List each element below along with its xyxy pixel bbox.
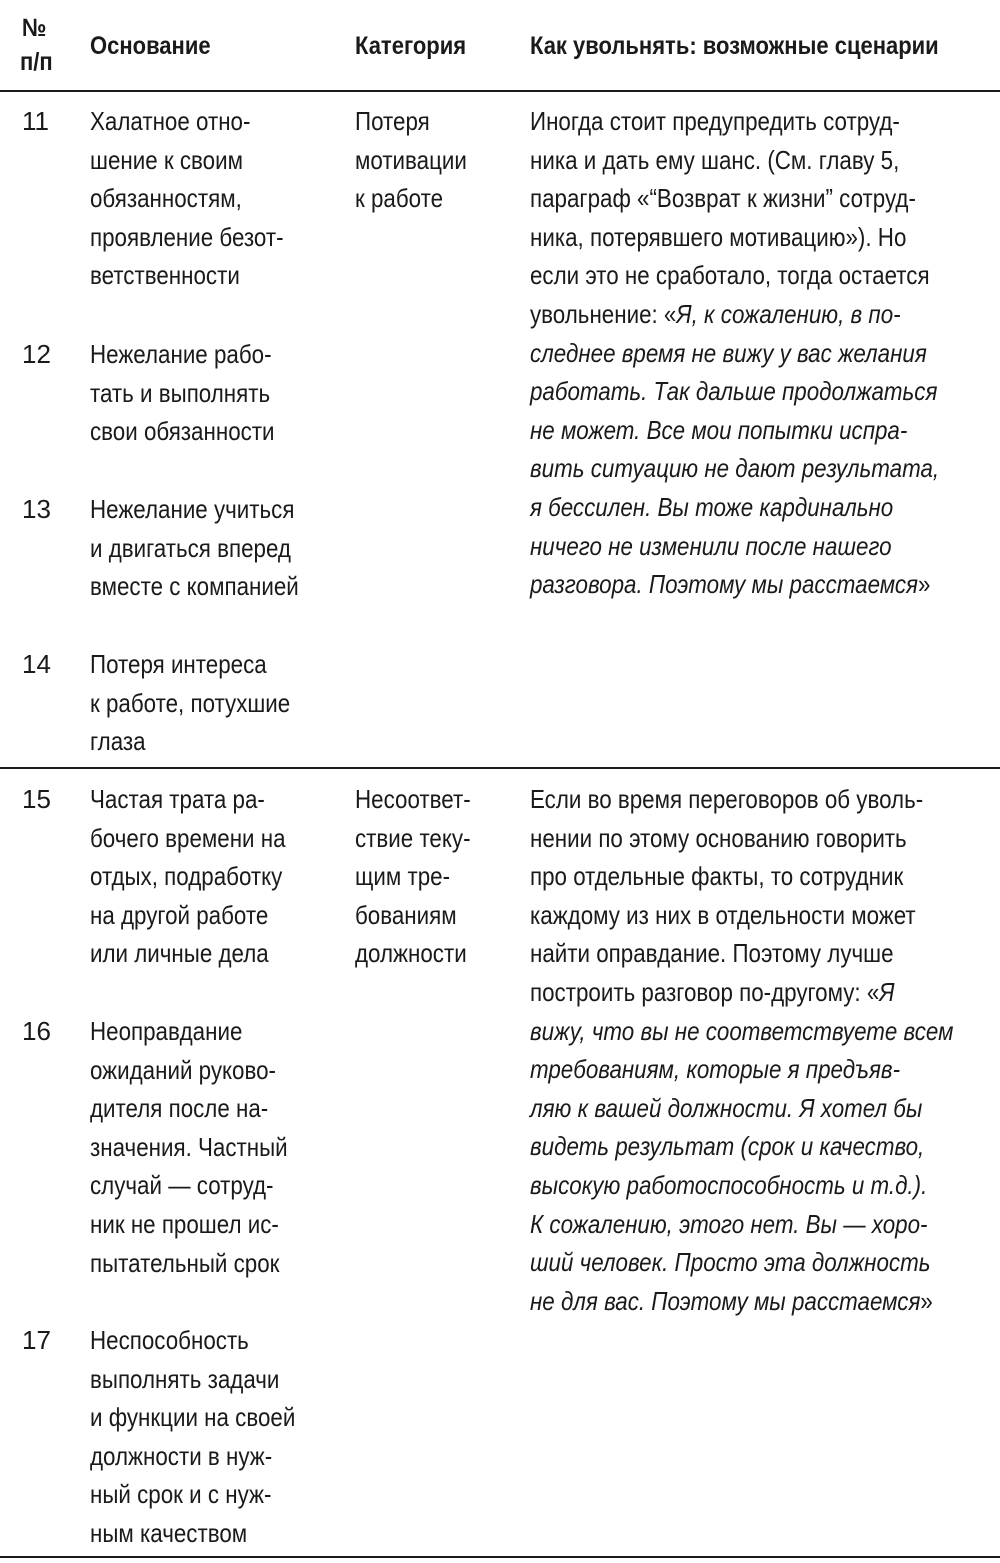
header-scenarios: Как увольнять: возможные сценарии (530, 32, 939, 60)
category-line: бованиям (355, 899, 457, 930)
basis-line: тать и выполнять (90, 377, 271, 408)
basis-line: проявление безот- (90, 221, 284, 252)
basis-line: обязанностям, (90, 183, 242, 214)
scenario-text: увольнение: « (530, 298, 677, 329)
scenario-quote-line: вижу, что вы не соответствуете всем (530, 1015, 954, 1046)
basis-line: Частая трата ра- (90, 784, 265, 814)
basis-line: свои обязанности (90, 416, 275, 447)
row-number: 11 (22, 106, 49, 136)
category-line: мотивации (355, 144, 467, 175)
category-cell (355, 102, 467, 218)
scenario-quote-line: ляю к вашей должности. Я хотел бы (530, 1092, 923, 1123)
scenario-quote: не для вас. Поэтому мы расстаемся (530, 1285, 921, 1316)
row-number: 15 (22, 784, 51, 814)
scenario-text: » (917, 569, 931, 600)
scenario-quote: Я, к сожалению, в по- (676, 298, 901, 329)
scenario-quote-line: ший человек. Просто эта должность (530, 1247, 931, 1278)
scenario-line (530, 565, 939, 604)
header-number-line2: п/п (20, 48, 53, 76)
basis-cell (90, 645, 290, 761)
scenario-quote-line: требованиям, которые я предъяв- (530, 1054, 901, 1085)
header-basis: Основание (90, 32, 211, 60)
header-divider (0, 90, 1000, 92)
basis-cell (90, 1012, 288, 1282)
scenario-line: Если во время переговоров об уволь- (530, 784, 924, 814)
scenario-quote-line: ничего не изменили после нашего (530, 530, 892, 561)
scenario-quote-line: высокую работоспособность и т.д.). (530, 1169, 928, 1200)
basis-line: ожиданий руково- (90, 1054, 277, 1085)
row-number: 12 (22, 339, 51, 369)
scenario-line: параграф «“Возврат к жизни” сотруд- (530, 183, 916, 214)
basis-line: к работе, потухшие (90, 687, 291, 718)
basis-line: должности в нуж- (90, 1440, 273, 1471)
row-number: 16 (22, 1016, 51, 1046)
basis-line: на другой работе (90, 899, 269, 930)
scenario-cell (530, 780, 953, 1320)
basis-line: Потеря интереса (90, 649, 267, 679)
basis-line: и двигаться вперед (90, 532, 291, 563)
basis-line: дителя после на- (90, 1093, 269, 1124)
scenario-line: ника и дать ему шанс. (См. главу 5, (530, 144, 900, 175)
table-bottom-rule (0, 1556, 1000, 1558)
basis-line: выполнять задачи (90, 1363, 280, 1394)
row-number: 17 (22, 1325, 51, 1355)
basis-line: глаза (90, 726, 146, 757)
scenario-text: построить разговор по-другому: « (530, 976, 880, 1007)
basis-line: Неоправдание (90, 1016, 243, 1046)
scenario-line: каждому из них в отдельности может (530, 899, 916, 930)
group-divider (0, 767, 1000, 769)
scenario-quote-line: видеть результат (срок и качество, (530, 1131, 925, 1162)
scenario-line: ника, потерявшего мотивацию»). Но (530, 221, 907, 252)
category-line: ствие теку- (355, 822, 471, 853)
scenario-quote: разговора. Поэтому мы расстаемся (530, 569, 918, 600)
basis-line: ным качеством (90, 1517, 248, 1548)
category-line: Потеря (355, 106, 430, 136)
category-line: должности (355, 938, 467, 969)
scenario-line: нении по этому основанию говорить (530, 822, 907, 853)
header-category: Категория (355, 32, 467, 60)
basis-line: Нежелание учиться (90, 494, 295, 524)
scenario-quote: Я (879, 976, 895, 1007)
basis-line: ный срок и с нуж- (90, 1479, 272, 1510)
basis-line: шение к своим (90, 144, 243, 175)
basis-line: ник не прошел ис- (90, 1208, 279, 1239)
scenario-line (530, 1282, 953, 1321)
basis-cell (90, 490, 299, 606)
scenario-text: » (920, 1285, 933, 1316)
scenario-line (530, 295, 939, 334)
row-number: 13 (22, 494, 51, 524)
scenario-quote-line: я бессилен. Вы тоже кардинально (530, 491, 894, 522)
scenario-line: про отдельные факты, то сотрудник (530, 861, 904, 892)
scenario-cell (530, 102, 939, 604)
category-cell (355, 780, 471, 973)
basis-line: Нежелание рабо- (90, 339, 272, 369)
basis-line: вместе с компанией (90, 571, 299, 602)
scenario-quote-line: следнее время не вижу у вас желания (530, 337, 927, 368)
basis-line: отдых, подработку (90, 861, 283, 892)
basis-line: пытательный срок (90, 1247, 280, 1278)
header-number-line1: № (22, 14, 47, 42)
basis-line: и функции на своей (90, 1402, 296, 1433)
scenario-quote-line: вить ситуацию не дают результата, (530, 453, 940, 484)
scenario-quote-line: К сожалению, этого нет. Вы — хоро- (530, 1208, 928, 1239)
basis-line: Неспособность (90, 1325, 249, 1355)
basis-line: ветственности (90, 260, 240, 291)
basis-cell (90, 780, 286, 973)
basis-cell (90, 1321, 295, 1553)
scenario-line: Иногда стоит предупредить сотруд- (530, 106, 900, 136)
scenario-line: если это не сработало, тогда остается (530, 260, 930, 291)
category-line: щим тре- (355, 861, 451, 892)
basis-line: или личные дела (90, 938, 269, 969)
category-line: к работе (355, 183, 444, 214)
basis-cell (90, 102, 284, 295)
scenario-line: найти оправдание. Поэтому лучше (530, 938, 894, 969)
basis-line: бочего времени на (90, 822, 286, 853)
basis-line: случай — сотруд- (90, 1170, 274, 1201)
category-line: Несоответ- (355, 784, 471, 814)
scenario-quote-line: работать. Так дальше продолжаться (530, 376, 938, 407)
basis-line: Халатное отно- (90, 106, 251, 136)
basis-cell (90, 335, 275, 451)
basis-line: значения. Частный (90, 1131, 288, 1162)
scenario-quote-line: не может. Все мои попытки испра- (530, 414, 908, 445)
row-number: 14 (22, 649, 51, 679)
scenario-line (530, 973, 953, 1012)
